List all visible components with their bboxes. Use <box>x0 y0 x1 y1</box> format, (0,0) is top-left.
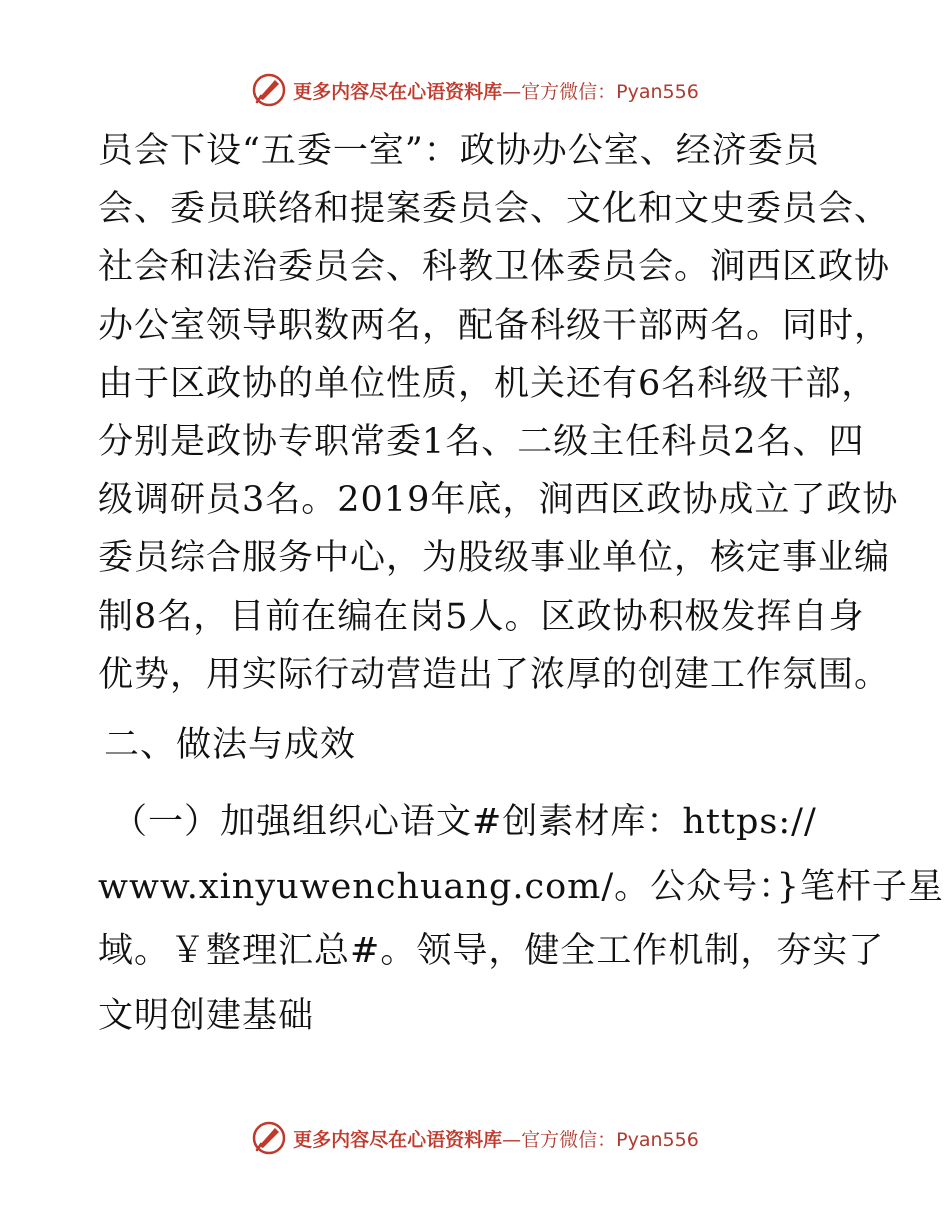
watermark-header <box>0 70 950 110</box>
subsection-block <box>98 790 944 1048</box>
subsection-line: （一）加强组织心语文#创素材库：https:// <box>112 802 817 842</box>
paragraph-line: 分别是政协专职常委1名、二级主任科员2名、四 <box>98 421 865 462</box>
watermark-main-text: 更多内容尽在心语资料库 <box>293 1128 503 1151</box>
watermark-footer <box>0 1118 950 1158</box>
subsection-line: 域。￥整理汇总#。领导，健全工作机制，夯实了 <box>98 931 885 971</box>
section-heading: 二、做法与成效 <box>104 725 357 765</box>
paragraph-line: 优势，用实际行动营造出了浓厚的创建工作氛围。 <box>98 654 891 695</box>
paragraph-line: 委员综合服务中心，为股级事业单位，核定事业编 <box>98 538 891 579</box>
watermark-sub-text: —官方微信：Pyan556 <box>502 80 699 103</box>
watermark-main-text: 更多内容尽在心语资料库 <box>293 80 503 103</box>
paragraph-line: 制8名，目前在编在岗5人。区政协积极发挥自身 <box>98 596 865 637</box>
body-paragraph <box>98 122 899 704</box>
paragraph-line: 员会下设“五委一室”：政协办公室、经济委员 <box>98 131 820 171</box>
paragraph-line: 办公室领导职数两名，配备科级干部两名。同时， <box>98 305 891 346</box>
paragraph-line: 会、委员联络和提案委员会、文化和文史委员会、 <box>98 189 891 230</box>
quill-pen-logo-icon <box>251 72 287 108</box>
subsection-line: 文明创建基础 <box>98 995 315 1036</box>
paragraph-line: 社会和法治委员会、科教卫体委员会。涧西区政协 <box>98 247 891 288</box>
quill-pen-logo-icon <box>251 1120 287 1156</box>
watermark-sub-text: —官方微信：Pyan556 <box>502 1128 699 1151</box>
subsection-line: www.xinyuwenchuang.com/。公众号：}笔杆子星 <box>98 866 944 907</box>
paragraph-line: 由于区政协的单位性质，机关还有6名科级干部， <box>98 363 878 404</box>
paragraph-line: 级调研员3名。2019年底，涧西区政协成立了政协 <box>98 480 899 521</box>
